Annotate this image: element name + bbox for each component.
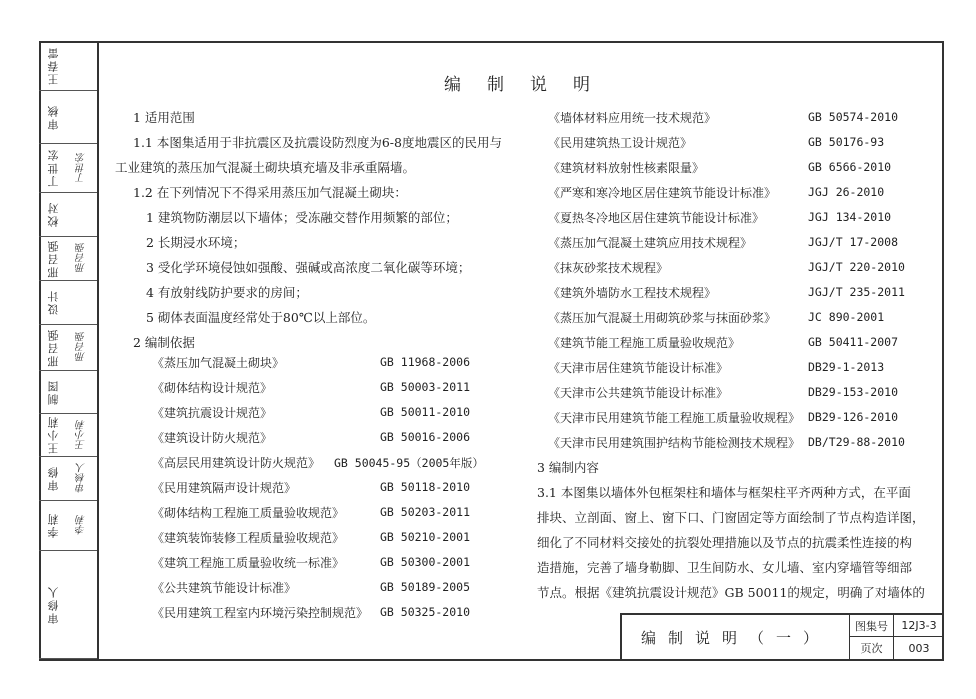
reference-code: DB29-126-2010 (808, 410, 899, 424)
reference-code: DB29-1-2013 (808, 360, 885, 374)
reference-name: 《天津市居住建筑节能设计标准》 (548, 361, 729, 375)
signature: 李莉 (76, 515, 88, 536)
sign-role-label: 校对 (47, 201, 60, 228)
reference-name: 《建筑材料放射性核素限量》 (548, 161, 705, 175)
signature: 王小莉 (76, 420, 88, 450)
reference-name: 《蒸压加气混凝土砌块》 (152, 356, 285, 370)
atlas-number-value: 12J3-3 (894, 615, 944, 637)
reference-name: 《建筑抗震设计规范》 (152, 406, 273, 420)
title-block (620, 613, 944, 659)
reference-code: GB 50325-2010 (380, 605, 471, 619)
signature: 丁世宏 (76, 153, 88, 183)
reference-name: 《建筑节能工程施工质量验收规范》 (548, 336, 741, 350)
reference-code: JGJ/T 17-2008 (808, 235, 899, 249)
reference-code: JGJ/T 220-2010 (808, 260, 905, 274)
reference-name: 《抹灰砂浆技术规程》 (548, 261, 669, 275)
sign-cell (39, 144, 97, 193)
clause-3-1-line-2: 排块、立剖面、窗上、窗下口、门窗固定等方面绘制了节点构造详图， (537, 510, 925, 525)
clause-1-1-line-1: 1.1 本图集适用于非抗震区及抗震设防烈度为6-8度地震区的民用与 (133, 135, 502, 150)
sign-role-label: 制图 (47, 379, 60, 405)
reference-code: DB29-153-2010 (808, 385, 899, 399)
reference-name: 《民用建筑热工设计规范》 (548, 136, 693, 150)
signature (69, 551, 95, 658)
reference-code: GB 50003-2011 (380, 380, 471, 394)
reference-code: GB 50045-95（2005年版） (334, 456, 484, 470)
sign-role-label: 审修 (47, 465, 60, 492)
sign-cell (39, 457, 97, 501)
section-1-heading: 1 适用范围 (133, 110, 195, 125)
reference-name: 《夏热冬冷地区居住建筑节能设计标准》 (548, 211, 765, 225)
reference-name: 《天津市民用建筑节能工程施工质量验收规程》 (548, 411, 801, 425)
reference-name: 《蒸压加气混凝土用砌筑砂浆与抹面砂浆》 (548, 311, 777, 325)
sign-cell (39, 237, 97, 281)
sign-cell (39, 325, 97, 371)
reference-code: GB 50016-2006 (380, 430, 471, 444)
signature (69, 193, 95, 236)
list-item-3: 3 受化学环境侵蚀如强酸、强碱或高浓度二氧化碳等环境； (146, 260, 471, 275)
reference-code: GB 50176-93 (808, 135, 885, 149)
reference-code: GB 6566-2010 (808, 160, 892, 174)
title-block-name: 编制说明（一） (622, 615, 850, 659)
reference-name: 《建筑工程施工质量验收统一标准》 (152, 556, 345, 570)
section-3-heading: 3 编制内容 (537, 460, 599, 475)
sign-cell (39, 91, 97, 144)
reference-code: GB 50210-2001 (380, 530, 471, 544)
sign-role-label: 审修人 (47, 585, 60, 624)
sign-role-label: 王春雷 (47, 46, 60, 85)
signature (69, 91, 95, 143)
list-item-2: 2 长期浸水环境； (146, 235, 246, 250)
reference-name: 《建筑装饰装修工程质量验收规范》 (152, 531, 345, 545)
sign-role-label: 李莉 (47, 512, 60, 539)
sign-cell (39, 551, 97, 659)
reference-name: 《高层民用建筑设计防火规范》 (152, 456, 321, 470)
sign-role-label: 审核 (47, 104, 60, 130)
sign-role-label: 丁世宏 (47, 148, 60, 188)
reference-name: 《天津市公共建筑节能设计标准》 (548, 386, 729, 400)
reference-code: GB 50189-2005 (380, 580, 471, 594)
reference-name: 《蒸压加气混凝土建筑应用技术规程》 (548, 236, 753, 250)
reference-code: GB 11968-2006 (380, 355, 471, 369)
page-number-label: 页次 (850, 637, 894, 659)
reference-name: 《墙体材料应用统一技术规范》 (548, 111, 717, 125)
reference-code: GB 50300-2001 (380, 555, 471, 569)
reference-code: JC 890-2001 (808, 310, 885, 324)
reference-code: JGJ 134-2010 (808, 210, 892, 224)
reference-name: 《建筑外墙防水工程技术规程》 (548, 286, 717, 300)
list-item-1: 1 建筑物防潮层以下墙体；受冻融交替作用频繁的部位； (146, 210, 458, 225)
sign-role-label: 邢召强 (47, 328, 60, 367)
sign-role-label: 邢召强 (47, 239, 60, 278)
sign-cell (39, 414, 97, 457)
signature (69, 41, 95, 90)
reference-code: DB/T29-88-2010 (808, 435, 905, 449)
signature-column (39, 41, 99, 661)
clause-3-1-line-1: 3.1 本图集以墙体外包框架柱和墙体与框架柱平齐两种方式，在平面 (537, 485, 911, 500)
section-2-heading: 2 编制依据 (133, 335, 195, 350)
reference-code: JGJ/T 235-2011 (808, 285, 905, 299)
reference-name: 《严寒和寒冷地区居住建筑节能设计标准》 (548, 186, 777, 200)
reference-code: GB 50574-2010 (808, 110, 899, 124)
clause-3-1-line-3: 细化了不同材料交接处的抗裂处理措施以及节点的抗震柔性连接的构 (537, 535, 913, 550)
sign-cell (39, 281, 97, 325)
sign-role-label: 设计 (47, 289, 60, 316)
reference-code: JGJ 26-2010 (808, 185, 885, 199)
sign-role-label: 王小莉 (47, 415, 60, 455)
reference-code: GB 50203-2011 (380, 505, 471, 519)
clause-1-2: 1.2 在下列情况下不得采用蒸压加气混凝土砌块： (133, 185, 407, 200)
reference-name: 《民用建筑隔声设计规范》 (152, 481, 297, 495)
signature: 审核人 (76, 463, 88, 494)
signature: 邢召强 (76, 332, 88, 363)
page-number-value: 003 (908, 641, 930, 655)
list-item-5: 5 砌体表面温度经常处于80℃以上部位。 (146, 310, 376, 325)
reference-name: 《砌体结构工程施工质量验收规范》 (152, 506, 345, 520)
list-item-4: 4 有放射线防护要求的房间； (146, 285, 308, 300)
reference-code: GB 50411-2007 (808, 335, 899, 349)
reference-name: 《建筑设计防火规范》 (152, 431, 273, 445)
reference-code: GB 50011-2010 (380, 405, 471, 419)
sign-cell (39, 371, 97, 414)
reference-code: GB 50118-2010 (380, 480, 471, 494)
signature: 邢召强 (76, 243, 88, 274)
clause-3-1-line-5: 节点。根据《建筑抗震设计规范》GB 50011的规定，明确了对墙体的 (537, 585, 925, 600)
clause-3-1-line-4: 造措施，完善了墙身勒脚、卫生间防水、女儿墙、室内穿墙管等细部 (537, 560, 913, 575)
page-title: 编制说明 (444, 75, 616, 95)
reference-name: 《公共建筑节能设计标准》 (152, 581, 297, 595)
reference-name: 《民用建筑工程室内环境污染控制规范》 (152, 606, 369, 620)
sign-cell (39, 501, 97, 551)
reference-name: 《天津市民用建筑围护结构节能检测技术规程》 (548, 436, 801, 450)
clause-1-1-line-2: 工业建筑的蒸压加气混凝土砌块填充墙及非承重隔墙。 (115, 160, 416, 175)
signature (69, 371, 95, 413)
signature (69, 281, 95, 324)
reference-name: 《砌体结构设计规范》 (152, 381, 273, 395)
atlas-number-label: 图集号 (850, 615, 894, 637)
sign-cell (39, 41, 97, 91)
sign-cell (39, 193, 97, 237)
